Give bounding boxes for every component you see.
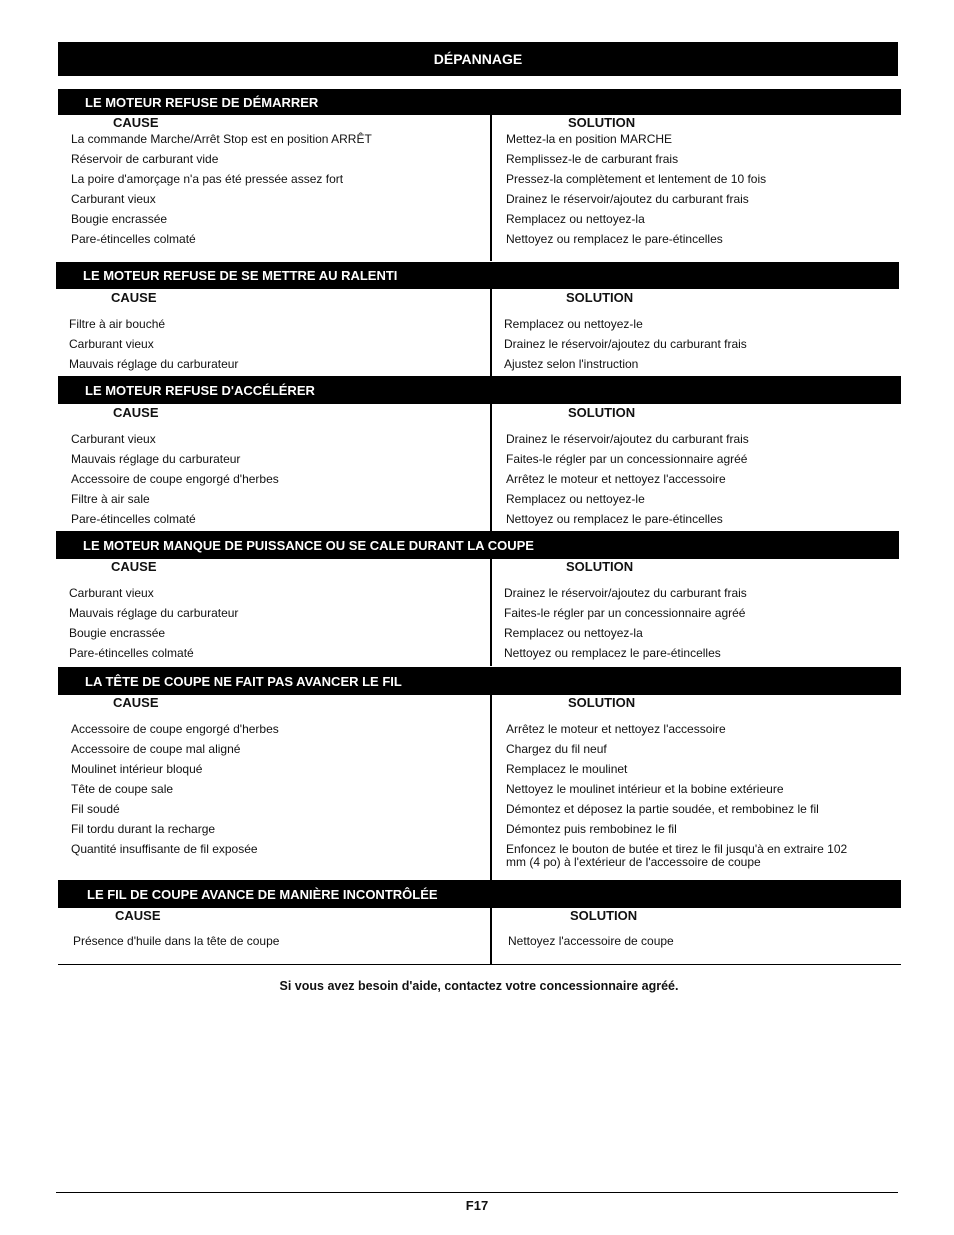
solution-cell: Chargez du fil neuf bbox=[506, 742, 607, 756]
section-engine-wont-idle bbox=[56, 262, 899, 376]
solution-cell: Nettoyez ou remplacez le pare-étincelles bbox=[506, 232, 723, 246]
cause-cell: Carburant vieux bbox=[71, 432, 156, 446]
cause-cell: Filtre à air sale bbox=[71, 492, 150, 506]
cause-cell: Accessoire de coupe engorgé d'herbes bbox=[71, 722, 279, 736]
cause-cell: Pare-étincelles colmaté bbox=[71, 512, 196, 526]
solution-cell: Drainez le réservoir/ajoutez du carburant frais bbox=[504, 586, 747, 600]
section-engine-wont-accelerate bbox=[58, 376, 901, 532]
cause-cell: Quantité insuffisante de fil exposée bbox=[71, 842, 258, 856]
section-header: LE MOTEUR REFUSE DE DÉMARRER bbox=[58, 89, 901, 115]
table-bottom-rule bbox=[58, 964, 901, 965]
solution-cell: Démontez puis rembobinez le fil bbox=[506, 822, 677, 836]
section-engine-lacks-power bbox=[56, 531, 899, 666]
cause-cell: Pare-étincelles colmaté bbox=[71, 232, 196, 246]
column-divider bbox=[490, 559, 492, 666]
cause-cell: Carburant vieux bbox=[69, 337, 154, 351]
column-divider bbox=[490, 404, 492, 532]
solution-cell: Remplacez ou nettoyez-la bbox=[506, 212, 645, 226]
column-divider bbox=[490, 115, 492, 261]
solution-cell: Remplacez ou nettoyez-le bbox=[506, 492, 645, 506]
section-header: LA TÊTE DE COUPE NE FAIT PAS AVANCER LE FIL bbox=[58, 667, 901, 695]
solution-cell: Mettez-la en position MARCHE bbox=[506, 132, 673, 146]
section-header: LE FIL DE COUPE AVANCE DE MANIÈRE INCONTRÔLÉE bbox=[58, 880, 901, 908]
cause-cell: Mauvais réglage du carburateur bbox=[69, 606, 239, 620]
solution-cell: Arrêtez le moteur et nettoyez l'accessoire bbox=[506, 472, 726, 486]
cause-cell: Accessoire de coupe mal aligné bbox=[71, 742, 241, 756]
section-header: LE MOTEUR REFUSE D'ACCÉLÉRER bbox=[58, 376, 901, 404]
footer-rule bbox=[56, 1192, 898, 1193]
solution-cell: Faites-le régler par un concessionnaire agréé bbox=[506, 452, 748, 466]
column-divider bbox=[490, 908, 492, 964]
solution-cell: Remplacez ou nettoyez-la bbox=[504, 626, 643, 640]
section-header: LE MOTEUR REFUSE DE SE METTRE AU RALENTI bbox=[56, 262, 899, 289]
cause-cell: Filtre à air bouché bbox=[69, 317, 166, 331]
solution-cell: Faites-le régler par un concessionnaire agréé bbox=[504, 606, 746, 620]
cause-cell: Bougie encrassée bbox=[71, 212, 168, 226]
cause-cell: Bougie encrassée bbox=[69, 626, 166, 640]
cause-cell: Carburant vieux bbox=[71, 192, 156, 206]
cause-header: CAUSE bbox=[111, 559, 157, 574]
page-title: DÉPANNAGE bbox=[58, 42, 898, 76]
solution-header: SOLUTION bbox=[568, 405, 636, 420]
cause-header: CAUSE bbox=[113, 405, 159, 420]
solution-cell: Remplacez le moulinet bbox=[506, 762, 628, 776]
solution-header: SOLUTION bbox=[570, 908, 638, 923]
cause-cell: Mauvais réglage du carburateur bbox=[69, 357, 239, 371]
cause-header: CAUSE bbox=[113, 695, 159, 710]
solution-cell: Remplissez-le de carburant frais bbox=[506, 152, 679, 166]
cause-cell: La commande Marche/Arrêt Stop est en position ARRÊT bbox=[71, 132, 372, 146]
solution-cell: Drainez le réservoir/ajoutez du carburant frais bbox=[506, 432, 749, 446]
column-divider bbox=[490, 695, 492, 880]
solution-cell: Drainez le réservoir/ajoutez du carburant frais bbox=[504, 337, 747, 351]
cause-cell: Fil tordu durant la recharge bbox=[71, 822, 216, 836]
cause-cell: La poire d'amorçage n'a pas été pressée assez fort bbox=[71, 172, 344, 186]
cause-header: CAUSE bbox=[111, 290, 157, 305]
solution-header: SOLUTION bbox=[568, 115, 636, 130]
section-engine-wont-start bbox=[58, 89, 901, 261]
page-number: F17 bbox=[465, 1198, 489, 1213]
solution-cell: Ajustez selon l'instruction bbox=[504, 357, 639, 371]
help-note: Si vous avez besoin d'aide, contactez votre concessionnaire agréé. bbox=[279, 979, 679, 993]
solution-cell: Arrêtez le moteur et nettoyez l'accessoire bbox=[506, 722, 726, 736]
section-line-advances-uncontrolled bbox=[58, 880, 901, 964]
cause-cell: Accessoire de coupe engorgé d'herbes bbox=[71, 472, 279, 486]
cause-header: CAUSE bbox=[115, 908, 161, 923]
cause-cell: Présence d'huile dans la tête de coupe bbox=[73, 934, 280, 948]
section-header: LE MOTEUR MANQUE DE PUISSANCE OU SE CALE DURANT LA COUPE bbox=[56, 531, 899, 559]
solution-cell: Remplacez ou nettoyez-le bbox=[504, 317, 643, 331]
cause-cell: Moulinet intérieur bloqué bbox=[71, 762, 203, 776]
solution-cell: Nettoyez ou remplacez le pare-étincelles bbox=[504, 646, 721, 660]
section-head-wont-advance-line bbox=[58, 667, 901, 880]
solution-cell: Nettoyez ou remplacez le pare-étincelles bbox=[506, 512, 723, 526]
cause-cell: Mauvais réglage du carburateur bbox=[71, 452, 241, 466]
cause-cell: Carburant vieux bbox=[69, 586, 154, 600]
solution-cell: Pressez-la complètement et lentement de 10 fois bbox=[506, 172, 767, 186]
column-divider bbox=[490, 289, 492, 376]
solution-cell: Enfoncez le bouton de butée et tirez le fil jusqu'à en extraire 102 mm (4 po) à l'extérieur de l'accessoire de coupe bbox=[506, 842, 848, 869]
solution-header: SOLUTION bbox=[566, 559, 634, 574]
solution-header: SOLUTION bbox=[568, 695, 636, 710]
cause-header: CAUSE bbox=[113, 115, 159, 130]
cause-cell: Pare-étincelles colmaté bbox=[69, 646, 194, 660]
cause-cell: Fil soudé bbox=[71, 802, 120, 816]
solution-cell: Nettoyez le moulinet intérieur et la bobine extérieure bbox=[506, 782, 784, 796]
solution-cell: Démontez et déposez la partie soudée, et rembobinez le fil bbox=[506, 802, 819, 816]
cause-cell: Réservoir de carburant vide bbox=[71, 152, 219, 166]
cause-cell: Tête de coupe sale bbox=[71, 782, 174, 796]
solution-cell: Drainez le réservoir/ajoutez du carburant frais bbox=[506, 192, 749, 206]
solution-cell: Nettoyez l'accessoire de coupe bbox=[508, 934, 674, 948]
solution-header: SOLUTION bbox=[566, 290, 634, 305]
